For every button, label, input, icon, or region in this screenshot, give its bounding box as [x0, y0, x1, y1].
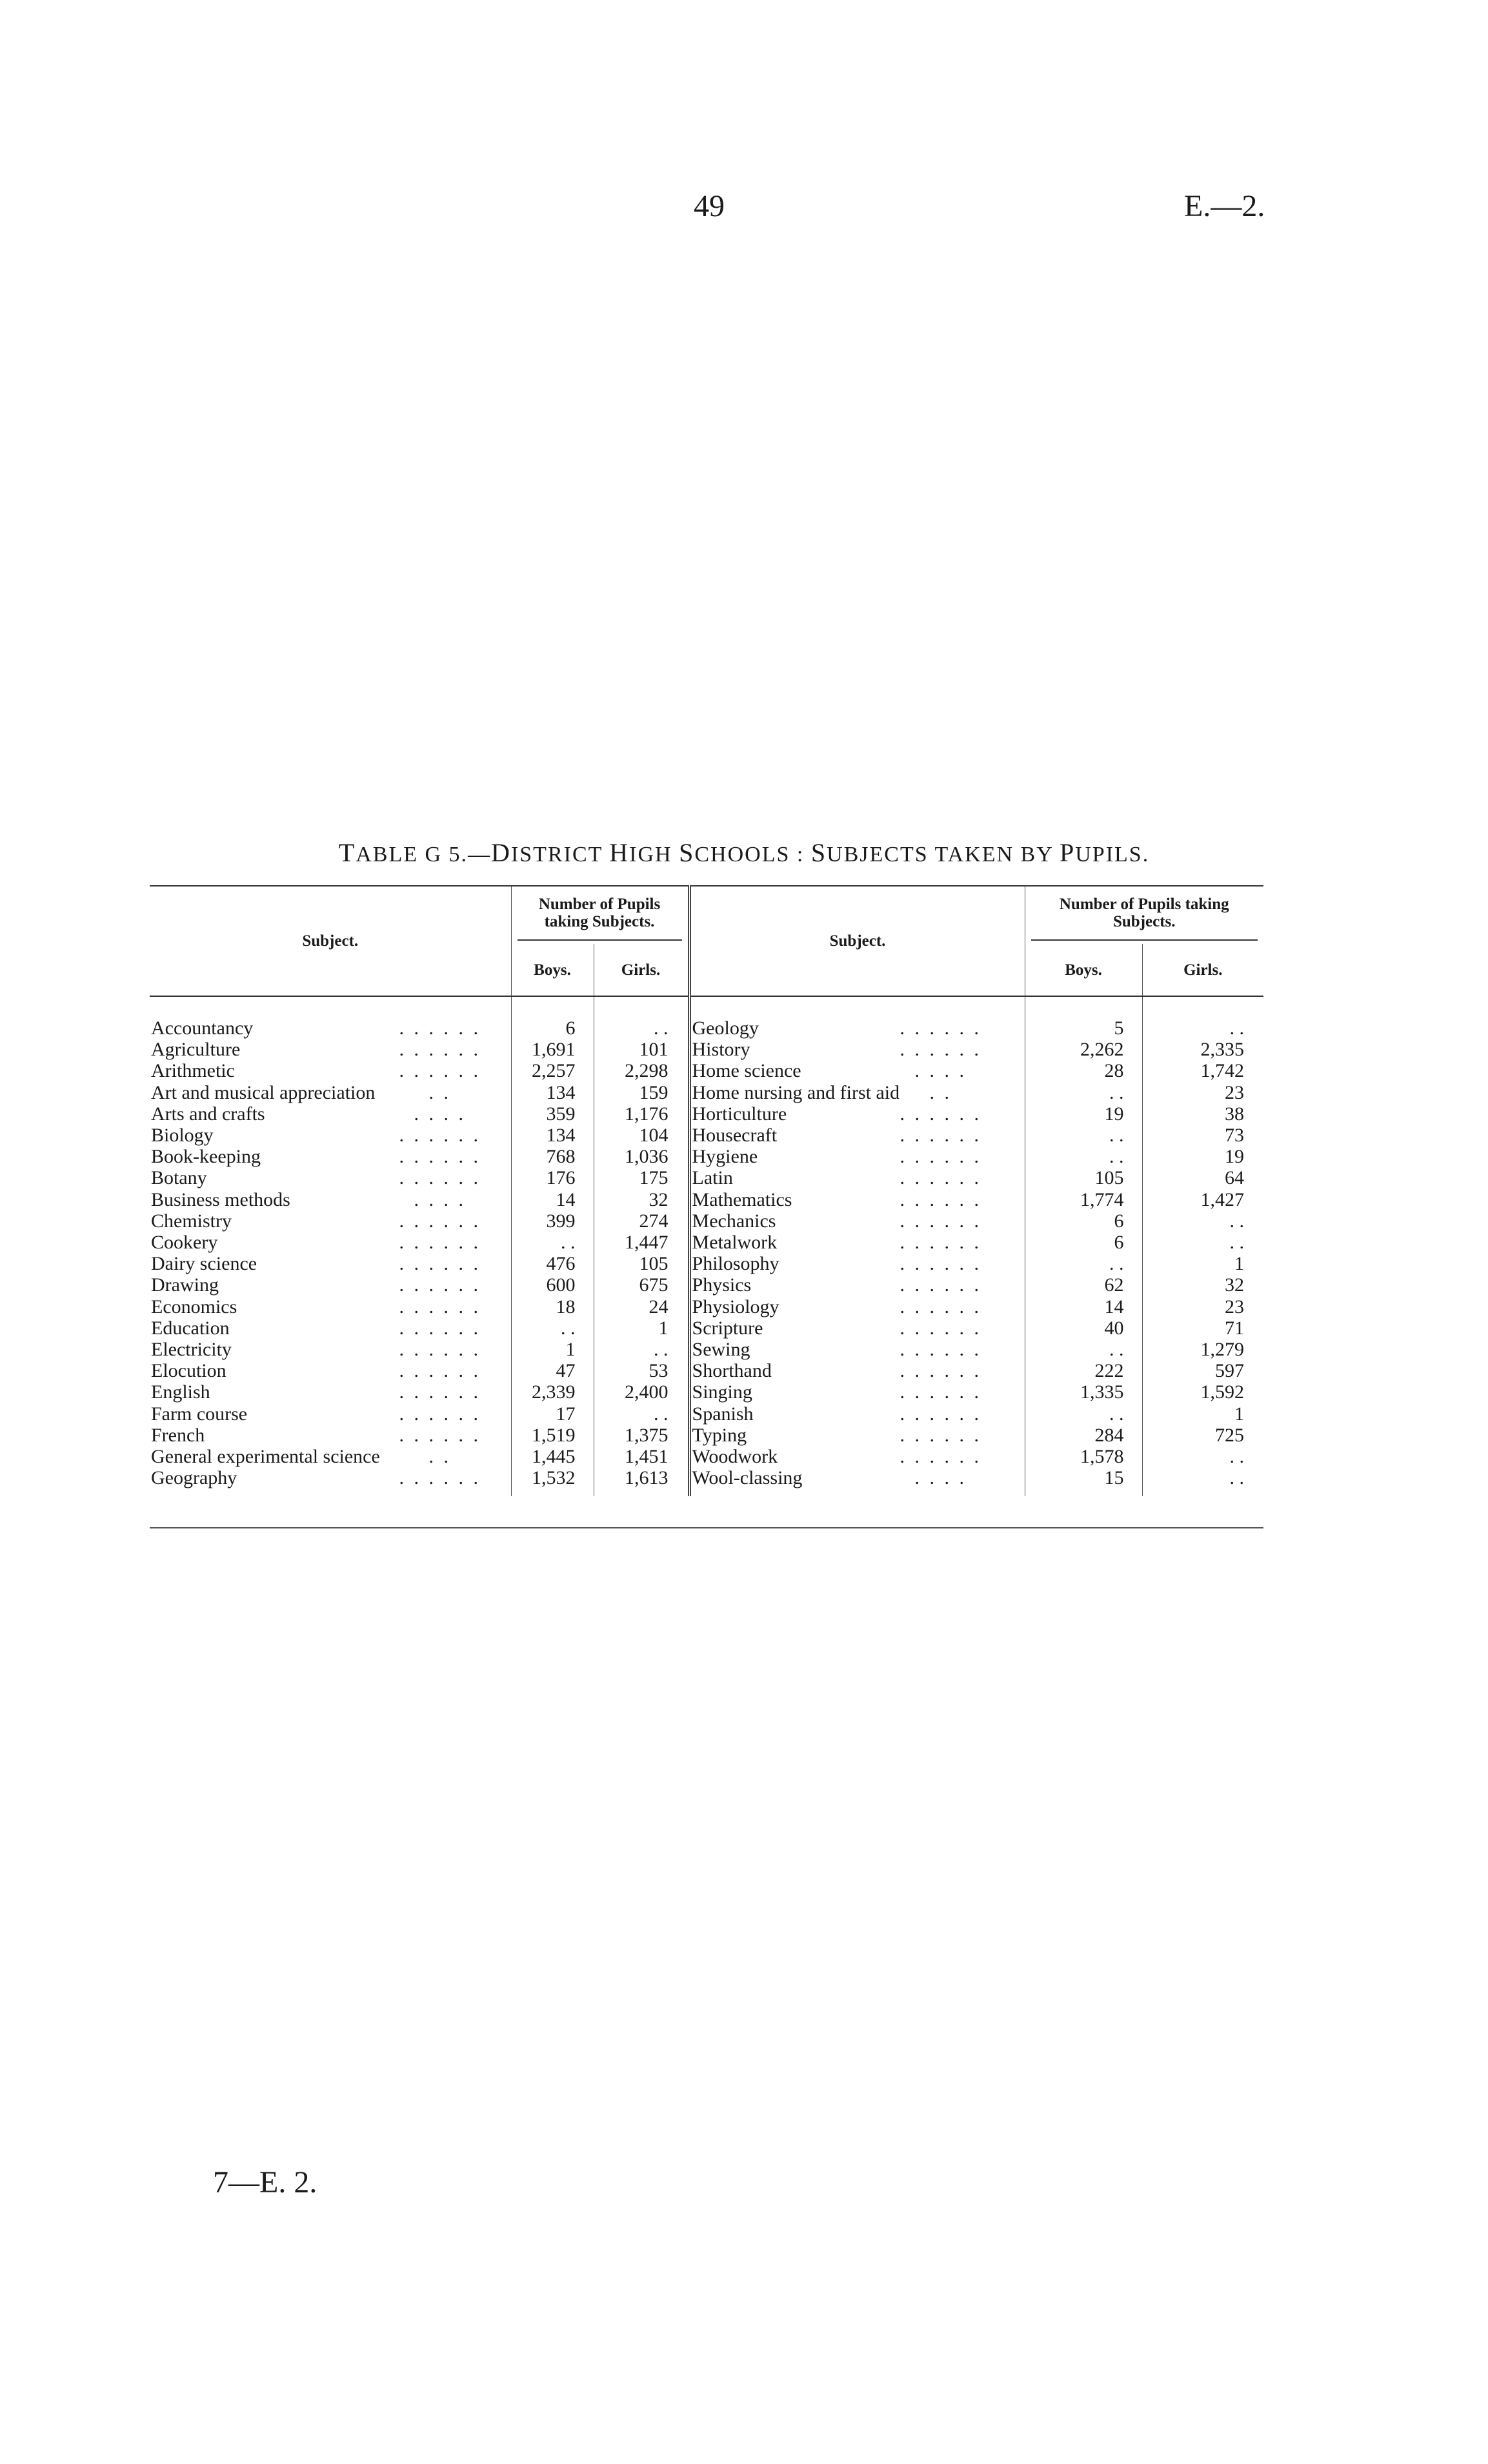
right-leader-dots: . . . . . .	[900, 1360, 982, 1382]
right-boys-count: 40	[1025, 1317, 1142, 1339]
right-subject: History	[689, 1039, 857, 1060]
left-girls-count: 1,176	[594, 1103, 689, 1125]
left-boys-count: 2,339	[511, 1381, 594, 1403]
right-subject: Housecraft	[689, 1125, 857, 1146]
right-boys-count: 6	[1025, 1210, 1142, 1232]
left-boys-count: 1	[511, 1339, 594, 1360]
table-row	[150, 1446, 1263, 1467]
left-boys-count: 134	[511, 1125, 594, 1146]
right-boys-count: 284	[1025, 1425, 1142, 1446]
right-leader-dots: . . . . . .	[900, 1167, 982, 1189]
left-subject: Chemistry	[151, 1210, 232, 1232]
right-girls-count: 1,427	[1142, 1189, 1263, 1210]
left-leader-dots: . .	[428, 1446, 451, 1468]
right-subject: Hygiene	[689, 1146, 857, 1167]
right-subject: Wool-classing	[689, 1467, 857, 1496]
right-subject: Home science	[689, 1060, 857, 1081]
left-girls-count: . .	[594, 1403, 689, 1425]
table-spacer-row	[150, 996, 1263, 1017]
table-title-part: CHOOLS :	[694, 843, 811, 866]
left-leader-dots: . . . . . .	[399, 1017, 481, 1039]
left-boys-count: 399	[511, 1210, 594, 1232]
right-boys-count: . .	[1025, 1403, 1142, 1425]
right-subject: Sewing	[689, 1339, 857, 1360]
right-girls-count: 64	[1142, 1167, 1263, 1188]
table-title-part: S	[810, 838, 827, 867]
right-subject: Philosophy	[689, 1253, 857, 1274]
left-girls-count: 675	[594, 1274, 689, 1296]
right-girls-count: . .	[1142, 1210, 1263, 1232]
left-girls-count: 2,298	[594, 1060, 689, 1081]
left-girls-count: 159	[594, 1082, 689, 1103]
header-girls-left: Girls.	[594, 944, 689, 996]
header-number-of-pupils-right: Number of Pupils taking Subjects.	[1025, 886, 1263, 944]
left-leader-dots: . . . . . .	[399, 1039, 481, 1061]
table-title-part: T	[338, 838, 356, 867]
footer-code: 7—E. 2.	[213, 2165, 317, 2199]
left-subject: Cookery	[151, 1232, 218, 1254]
left-leader-dots: . . . . . .	[399, 1317, 481, 1339]
right-subject: Geology	[689, 1017, 857, 1039]
left-girls-count: 32	[594, 1189, 689, 1210]
right-girls-count: 32	[1142, 1274, 1263, 1296]
right-girls-count: 2,335	[1142, 1039, 1263, 1060]
left-boys-count: . .	[511, 1232, 594, 1253]
table-row	[150, 1103, 1263, 1125]
table-row	[150, 1467, 1263, 1496]
table-row	[150, 1425, 1263, 1446]
table-row	[150, 1146, 1263, 1167]
left-boys-count: . .	[511, 1317, 594, 1339]
right-leader-dots: . . . . . .	[900, 1446, 982, 1468]
table-row	[150, 1339, 1263, 1360]
left-leader-dots: . . . . . .	[399, 1210, 481, 1232]
right-subject: Typing	[689, 1425, 857, 1446]
left-leader-dots: . . . . . .	[399, 1360, 481, 1382]
right-leader-dots: . . . . . .	[900, 1210, 982, 1232]
right-leader-dots: . .	[929, 1081, 952, 1103]
right-leader-dots: . . . . . .	[900, 1039, 982, 1061]
left-boys-count: 6	[511, 1017, 594, 1039]
table-row	[150, 1232, 1263, 1253]
right-girls-count: 1	[1142, 1253, 1263, 1274]
table-row	[150, 1017, 1263, 1039]
table-title-part: ISTRICT	[510, 843, 610, 866]
right-boys-count: 15	[1025, 1467, 1142, 1496]
right-girls-count: 597	[1142, 1360, 1263, 1381]
right-girls-count: 1,742	[1142, 1060, 1263, 1081]
left-boys-count: 768	[511, 1146, 594, 1167]
right-subject: Mathematics	[689, 1189, 857, 1210]
table-title-part: UPILS.	[1075, 843, 1150, 866]
left-girls-count: 1,613	[594, 1467, 689, 1496]
table-row	[150, 1082, 1263, 1103]
right-boys-count: . .	[1025, 1146, 1142, 1167]
left-girls-count: 101	[594, 1039, 689, 1060]
table-row	[150, 1167, 1263, 1188]
right-leader-dots: . . . .	[914, 1467, 967, 1489]
right-boys-count: 19	[1025, 1103, 1142, 1125]
left-subject: Business methods	[151, 1188, 290, 1210]
left-subject: Agriculture	[151, 1039, 241, 1061]
table-row	[150, 1403, 1263, 1425]
left-subject: Art and musical appreciation	[151, 1081, 376, 1103]
left-subject: Drawing	[151, 1274, 219, 1296]
left-girls-count: 175	[594, 1167, 689, 1188]
right-leader-dots: . . . .	[914, 1060, 967, 1082]
right-leader-dots: . . . . . .	[900, 1381, 982, 1403]
right-boys-count: 1,335	[1025, 1381, 1142, 1403]
right-subject: Home nursing and first aid	[689, 1082, 857, 1103]
left-girls-count: 105	[594, 1253, 689, 1274]
table-title	[0, 837, 1488, 868]
left-boys-count: 1,691	[511, 1039, 594, 1060]
right-boys-count: . .	[1025, 1125, 1142, 1146]
right-girls-count: 1,592	[1142, 1381, 1263, 1403]
right-girls-count: 23	[1142, 1296, 1263, 1317]
right-boys-count: 5	[1025, 1017, 1142, 1039]
left-leader-dots: . . . . . .	[399, 1253, 481, 1275]
right-boys-count: 14	[1025, 1296, 1142, 1317]
left-subject: Farm course	[151, 1403, 248, 1425]
left-girls-count: 1,451	[594, 1446, 689, 1467]
left-boys-count: 359	[511, 1103, 594, 1125]
right-leader-dots: . . . . . .	[900, 1146, 982, 1168]
left-subject: Economics	[151, 1296, 237, 1317]
right-girls-count: 1	[1142, 1403, 1263, 1425]
left-girls-count: 274	[594, 1210, 689, 1232]
left-boys-count: 600	[511, 1274, 594, 1296]
left-leader-dots: . . . . . .	[399, 1167, 481, 1189]
header-subject-left: Subject.	[150, 886, 511, 996]
header-boys-right: Boys.	[1025, 944, 1142, 996]
left-boys-count: 14	[511, 1189, 594, 1210]
table-row	[150, 1060, 1263, 1081]
table-row	[150, 1360, 1263, 1381]
left-leader-dots: . . . .	[414, 1188, 466, 1210]
left-leader-dots: . . . . . .	[399, 1146, 481, 1168]
left-boys-count: 47	[511, 1360, 594, 1381]
left-subject: Elocution	[151, 1360, 226, 1382]
left-girls-count: 1	[594, 1317, 689, 1339]
table-row	[150, 1253, 1263, 1274]
left-boys-count: 134	[511, 1082, 594, 1103]
left-subject: Botany	[151, 1167, 207, 1189]
left-boys-count: 2,257	[511, 1060, 594, 1081]
table-title-part: UBJECTS TAKEN BY	[827, 843, 1060, 866]
right-leader-dots: . . . . . .	[900, 1188, 982, 1210]
right-leader-dots: . . . . . .	[900, 1125, 982, 1147]
left-leader-dots: . . . . . .	[399, 1274, 481, 1296]
left-boys-count: 1,519	[511, 1425, 594, 1446]
table-row	[150, 1210, 1263, 1232]
left-boys-count: 17	[511, 1403, 594, 1425]
left-girls-count: . .	[594, 1339, 689, 1360]
left-leader-dots: . . . . . .	[399, 1403, 481, 1425]
left-leader-dots: . . . . . .	[399, 1125, 481, 1147]
header-subject-right: Subject.	[689, 886, 1025, 996]
right-girls-count: . .	[1142, 1467, 1263, 1496]
left-leader-dots: . . . . . .	[399, 1232, 481, 1254]
right-boys-count: 6	[1025, 1232, 1142, 1253]
left-leader-dots: . . . . . .	[399, 1424, 481, 1446]
right-boys-count: 28	[1025, 1060, 1142, 1081]
left-leader-dots: . . . . . .	[399, 1467, 481, 1489]
left-girls-count: . .	[594, 1017, 689, 1039]
page-code: E.—2.	[1184, 189, 1265, 223]
table-title-part: IGH	[629, 843, 679, 866]
left-subject: Accountancy	[151, 1017, 254, 1039]
left-girls-count: 24	[594, 1296, 689, 1317]
left-leader-dots: . . . .	[414, 1103, 466, 1125]
right-girls-count: . .	[1142, 1446, 1263, 1467]
right-boys-count: . .	[1025, 1082, 1142, 1103]
subjects-table	[150, 885, 1263, 1496]
left-subject: French	[151, 1424, 205, 1446]
header-boys-left: Boys.	[511, 944, 594, 996]
right-boys-count: 1,774	[1025, 1189, 1142, 1210]
left-leader-dots: . . . . . .	[399, 1381, 481, 1403]
left-boys-count: 476	[511, 1253, 594, 1274]
right-subject: Woodwork	[689, 1446, 857, 1467]
right-subject: Physics	[689, 1274, 857, 1296]
header-girls-right: Girls.	[1142, 944, 1263, 996]
table-row	[150, 1189, 1263, 1210]
table-row	[150, 1317, 1263, 1339]
right-girls-count: 23	[1142, 1082, 1263, 1103]
left-leader-dots: . . . . . .	[399, 1296, 481, 1317]
right-boys-count: . .	[1025, 1339, 1142, 1360]
right-girls-count: 19	[1142, 1146, 1263, 1167]
right-subject: Singing	[689, 1381, 857, 1403]
right-subject: Latin	[689, 1167, 857, 1188]
right-girls-count: 38	[1142, 1103, 1263, 1125]
right-boys-count: 2,262	[1025, 1039, 1142, 1060]
left-girls-count: 1,036	[594, 1146, 689, 1167]
right-leader-dots: . . . . . .	[900, 1317, 982, 1339]
right-leader-dots: . . . . . .	[900, 1274, 982, 1296]
table-row	[150, 1039, 1263, 1060]
right-subject: Scripture	[689, 1317, 857, 1339]
right-boys-count: . .	[1025, 1253, 1142, 1274]
right-subject: Metalwork	[689, 1232, 857, 1253]
table-bottom-rule	[150, 1527, 1263, 1528]
table-row	[150, 1125, 1263, 1146]
header-number-of-pupils-left: Number of Pupils taking Subjects.	[511, 886, 689, 944]
right-boys-count: 105	[1025, 1167, 1142, 1188]
right-leader-dots: . . . . . .	[900, 1253, 982, 1275]
right-leader-dots: . . . . . .	[900, 1339, 982, 1361]
left-subject: Education	[151, 1317, 230, 1339]
right-girls-count: 1,279	[1142, 1339, 1263, 1360]
left-subject: Arithmetic	[151, 1060, 235, 1082]
right-leader-dots: . . . . . .	[900, 1403, 982, 1425]
left-girls-count: 2,400	[594, 1381, 689, 1403]
left-subject: Geography	[151, 1467, 237, 1489]
right-girls-count: 71	[1142, 1317, 1263, 1339]
left-girls-count: 1,375	[594, 1425, 689, 1446]
right-leader-dots: . . . . . .	[900, 1232, 982, 1254]
table-title-part: H	[609, 838, 630, 867]
left-leader-dots: . . . . . .	[399, 1339, 481, 1361]
left-leader-dots: . . . . . .	[399, 1060, 481, 1082]
right-girls-count: . .	[1142, 1017, 1263, 1039]
table-row	[150, 1296, 1263, 1317]
left-subject: Book-keeping	[151, 1146, 261, 1168]
left-subject: General experimental science	[151, 1446, 380, 1468]
left-subject: Biology	[151, 1125, 214, 1147]
left-girls-count: 104	[594, 1125, 689, 1146]
table-title-part: P	[1060, 838, 1076, 867]
right-subject: Horticulture	[689, 1103, 857, 1125]
left-boys-count: 176	[511, 1167, 594, 1188]
left-subject: Electricity	[151, 1339, 232, 1361]
right-leader-dots: . . . . . .	[900, 1296, 982, 1317]
right-girls-count: 725	[1142, 1425, 1263, 1446]
table-row	[150, 1274, 1263, 1296]
right-boys-count: 62	[1025, 1274, 1142, 1296]
right-leader-dots: . . . . . .	[900, 1424, 982, 1446]
left-boys-count: 18	[511, 1296, 594, 1317]
right-boys-count: 222	[1025, 1360, 1142, 1381]
left-leader-dots: . .	[428, 1081, 451, 1103]
right-girls-count: 73	[1142, 1125, 1263, 1146]
right-girls-count: . .	[1142, 1232, 1263, 1253]
table-row	[150, 1381, 1263, 1403]
right-leader-dots: . . . . . .	[900, 1103, 982, 1125]
table-title-part: D	[491, 838, 511, 867]
left-subject: English	[151, 1381, 210, 1403]
table-title-part: S	[679, 838, 695, 867]
page-number: 49	[694, 189, 725, 223]
right-subject: Physiology	[689, 1296, 857, 1317]
left-subject: Dairy science	[151, 1253, 257, 1275]
right-subject: Mechanics	[689, 1210, 857, 1232]
right-subject: Spanish	[689, 1403, 857, 1425]
right-boys-count: 1,578	[1025, 1446, 1142, 1467]
left-boys-count: 1,445	[511, 1446, 594, 1467]
left-boys-count: 1,532	[511, 1467, 594, 1496]
left-girls-count: 53	[594, 1360, 689, 1381]
table-title-part: ABLE G 5.—	[356, 843, 492, 866]
left-girls-count: 1,447	[594, 1232, 689, 1253]
left-subject: Arts and crafts	[151, 1103, 265, 1125]
right-leader-dots: . . . . . .	[900, 1017, 982, 1039]
right-subject: Shorthand	[689, 1360, 857, 1381]
